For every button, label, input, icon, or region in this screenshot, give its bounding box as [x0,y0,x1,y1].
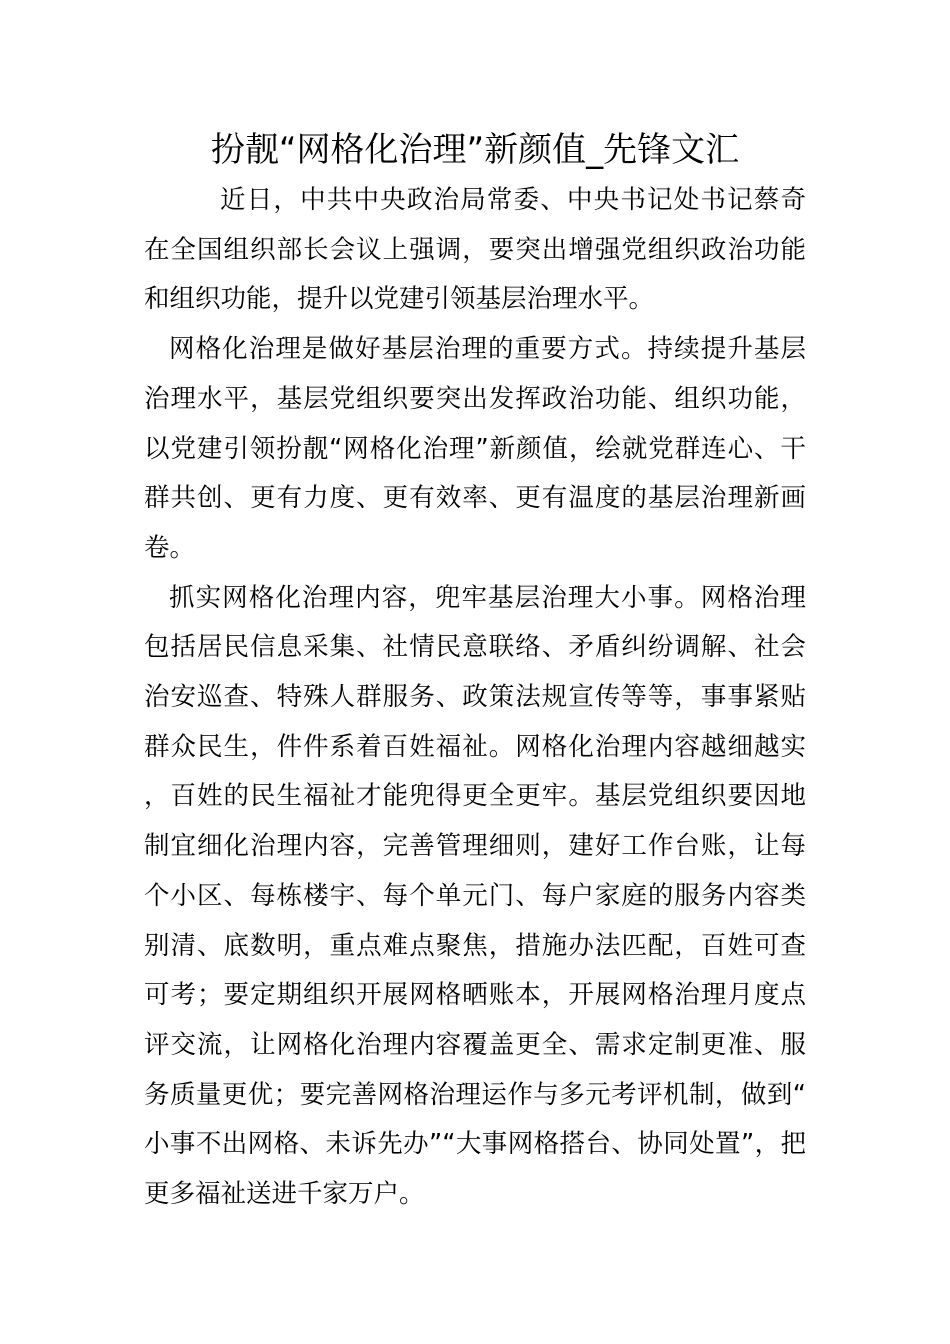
document-body [144,176,806,1220]
document-title: 扮靓“网格化治理”新颜值_先锋文汇 [210,130,740,170]
paragraph-1: 近日，中共中央政治局常委、中央书记处书记蔡奇在全国组织部长会议上强调，要突出增强党组织政治功能和组织功能，提升以党建引领基层治理水平。 [144,185,806,315]
paragraph-2: 网格化治理是做好基层治理的重要方式。持续提升基层治理水平，基层党组织要突出发挥政治功能、组织功能，以党建引领扮靓“网格化治理”新颜值，绘就党群连心、干群共创、更有力度、更有效率、更有温度的基层治理新画卷。 [144,334,806,563]
paragraph-3: 抓实网格化治理内容，兜牢基层治理大小事。网格治理包括居民信息采集、社情民意联络、矛盾纠纷调解、社会治安巡查、特殊人群服务、政策法规宣传等等，事事紧贴群众民生，件件系着百姓福祉。网格化治理内容越细越实，百姓的民生福祉才能兜得更全更牢。基层党组织要因地制宜细化治理内容，完善管理细则，建好工作台账，让每个小区、每栋楼宇、每个单元门、每户家庭的服务内容类别清、底数明，重点难点聚焦，措施办法匹配，百姓可查可考；要定期组织开展网格晒账本，开展网格治理月度点评交流，让网格化治理内容覆盖更全、需求定制更准、服务质量更优；要完善网格治理运作与多元考评机制，做到“小事不出网格、未诉先办”“大事网格搭台、协同处置”，把更多福祉送进千家万户。 [144,582,806,1210]
